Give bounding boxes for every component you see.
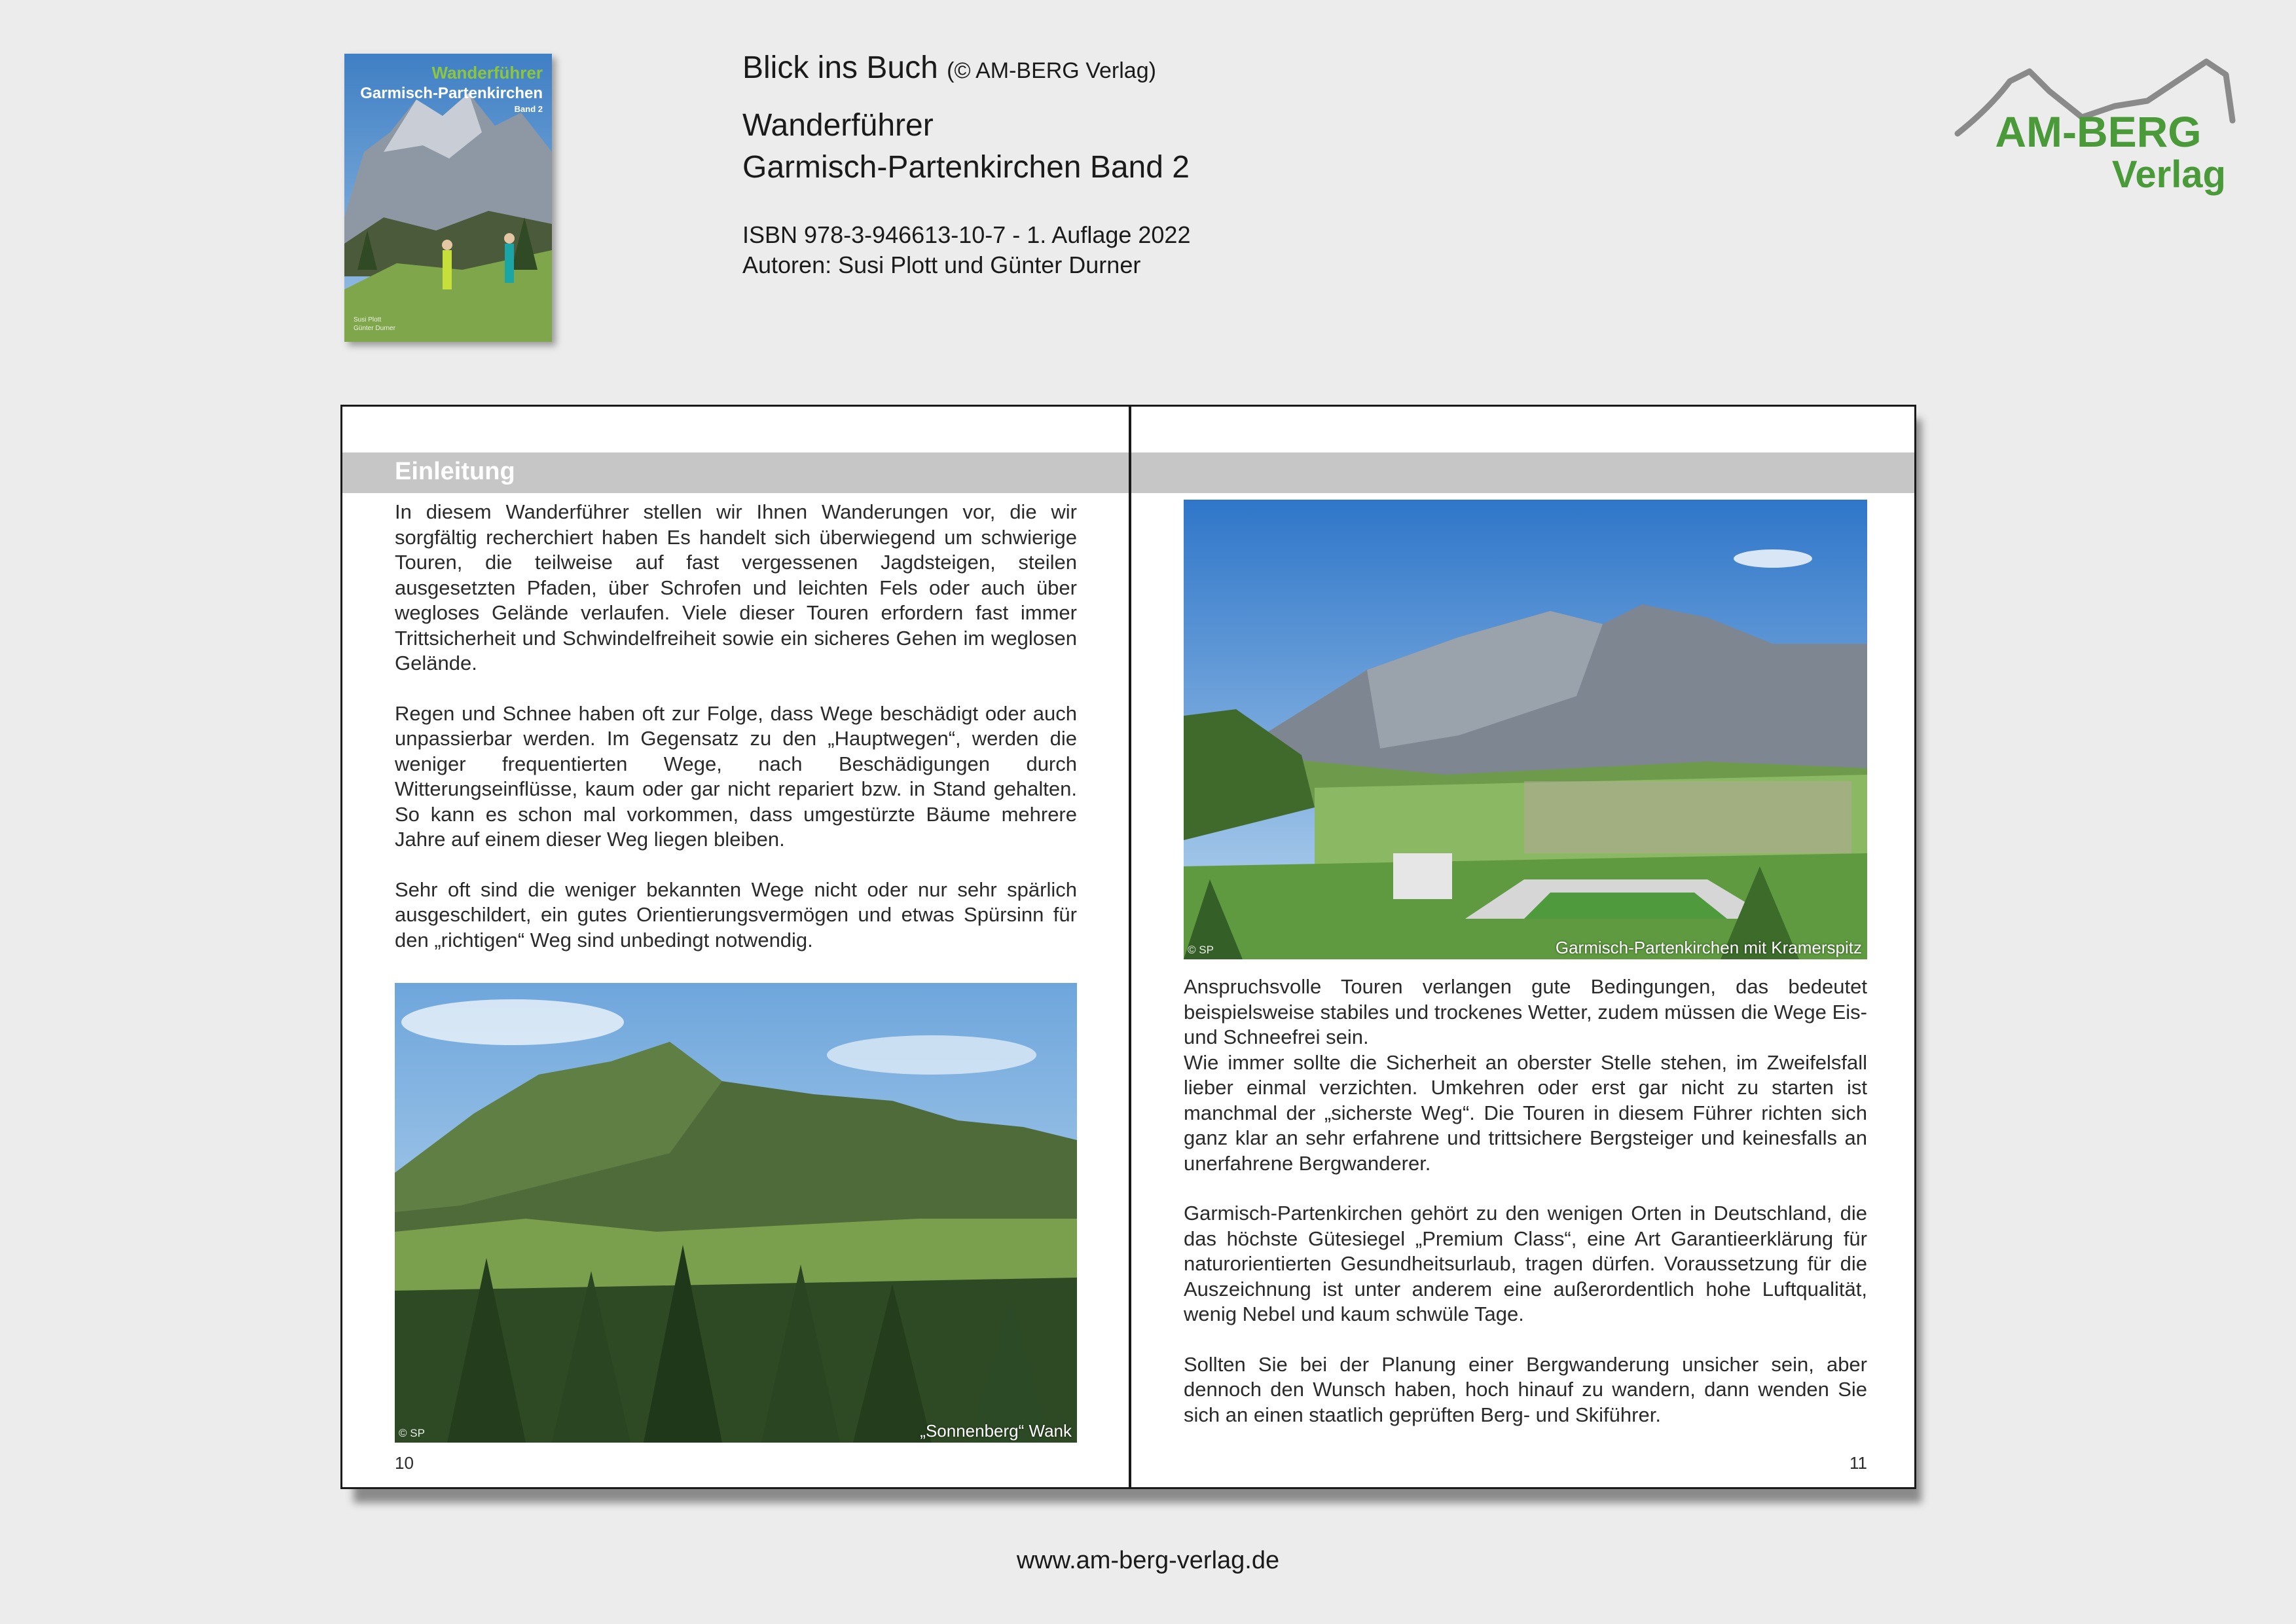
cover-author-2: Günter Durner bbox=[354, 325, 395, 332]
right-photo-credit: © SP bbox=[1188, 944, 1214, 956]
book-cover bbox=[344, 54, 552, 342]
right-paragraph-4: Sollten Sie bei der Planung einer Bergwanderung unsicher sein, aber dennoch den Wunsch haben, hoch hinauf zu wandern, dann wenden Sie sich an einen staatlich geprüften Berg- und Skiführer. bbox=[1184, 1352, 1867, 1426]
right-paragraph-3: Garmisch-Partenkirchen gehört zu den wenigen Orten in Deutschland, die das höchste Gütesiegel „Premium Class“, eine Art Garantieerklärung für naturorientierten Gesundheitsurlaub, tragen dürfen. Voraussetzung für die Auszeichnung ist unter anderem eine außerordentlich hohe Luftqualität, wenig Nebel und kaum schwüle Tage. bbox=[1184, 1202, 1867, 1325]
am-berg-logo bbox=[1951, 55, 2239, 206]
cover-authors bbox=[354, 316, 395, 333]
page-number-right: 11 bbox=[1850, 1453, 1867, 1473]
header-title bbox=[742, 48, 1190, 90]
book-title-line1: Wanderführer bbox=[742, 108, 934, 143]
right-page-photo bbox=[1184, 500, 1867, 959]
cover-title-block bbox=[360, 63, 543, 114]
header-title-text: Blick ins Buch bbox=[742, 50, 938, 85]
isbn-line: ISBN 978-3-946613-10-7 - 1. Auflage 2022 bbox=[742, 221, 1191, 248]
page-number-left: 10 bbox=[395, 1453, 414, 1473]
left-paragraph-1: In diesem Wanderführer stellen wir Ihnen Wanderungen vor, die wir sorgfältig recherchiert haben Es handelt sich überwiegend um schwierige Touren, die teilweise auf fast vergessenen Jagdsteigen, steilen ausgesetzten Pfaden, über Schrofen und leichten Fels oder auch über wegloses Gelände verlaufen. Viele dieser Touren erfordern fast immer Trittsicherheit und Schwindelfreiheit sowie ein sicheres Gehen im weglosen Gelände. bbox=[395, 500, 1077, 674]
cover-title-line1: Wanderführer bbox=[431, 63, 543, 83]
right-photo-caption: Garmisch-Partenkirchen mit Kramerspitz bbox=[1555, 938, 1862, 957]
page-divider bbox=[1129, 407, 1131, 1487]
chapter-heading: Einleitung bbox=[395, 458, 515, 485]
book-title-line2: Garmisch-Partenkirchen Band 2 bbox=[742, 150, 1190, 185]
authors-line: Autoren: Susi Plott und Günter Durner bbox=[742, 251, 1141, 278]
right-page-text bbox=[1184, 974, 1867, 1428]
book-meta bbox=[742, 220, 1190, 280]
right-paragraph-1: Anspruchsvolle Touren verlangen gute Bedingungen, das bedeutet beispielsweise stabiles und trockenes Wetter, zudem müssen die Wege Eis- und Schneefrei sein. bbox=[1184, 975, 1867, 1048]
right-paragraph-2: Wie immer sollte die Sicherheit an oberster Stelle stehen, im Zweifelsfall lieber einmal verzichten. Umkehren oder erst gar nicht zu starten ist manchmal der „sicherste Weg“. Die Touren in diesem Führer richten sich ganz klar an sehr erfahrene und trittsichere Bergsteiger und keinesfalls an unerfahrene Bergwanderer. bbox=[1184, 1050, 1867, 1175]
garmisch-town-image bbox=[1184, 500, 1867, 959]
logo-name: AM-BERG bbox=[1995, 107, 2202, 156]
book-title bbox=[742, 105, 1190, 189]
left-photo-caption: „Sonnenberg“ Wank bbox=[920, 1421, 1072, 1441]
cover-title-line2: Garmisch-Partenkirchen bbox=[360, 84, 543, 102]
cover-author-1: Susi Plott bbox=[354, 316, 382, 323]
left-page-text bbox=[395, 500, 1077, 953]
left-page-photo bbox=[395, 983, 1077, 1443]
book-spread bbox=[340, 405, 1916, 1489]
header-copyright: (© AM-BERG Verlag) bbox=[947, 58, 1156, 83]
header-info bbox=[742, 48, 1190, 280]
left-photo-credit: © SP bbox=[399, 1427, 425, 1439]
publisher-url[interactable]: www.am-berg-verlag.de bbox=[1016, 1547, 1280, 1574]
cover-title-line3: Band 2 bbox=[514, 104, 543, 114]
wank-mountain-image bbox=[395, 983, 1077, 1443]
left-paragraph-2: Regen und Schnee haben oft zur Folge, dass Wege beschädigt oder auch unpassierbar werden. Im Gegensatz zu den „Hauptwegen“, werden die weniger frequentierten Wege, nach Beschädigungen durch Witterungseinflüsse, kaum oder gar nicht repariert bzw. in Stand gehalten. So kann es schon mal vorkommen, dass umgestürzte Bäume mehrere Jahre auf einem dieser Weg liegen bleiben. bbox=[395, 701, 1077, 851]
logo-sub: Verlag bbox=[2111, 153, 2226, 196]
left-paragraph-3: Sehr oft sind die weniger bekannten Wege nicht oder nur sehr spärlich ausgeschildert, ein gutes Orientierungsvermögen und etwas Spürsinn für den „richtigen“ Weg sind unbedingt notwendig. bbox=[395, 877, 1077, 951]
